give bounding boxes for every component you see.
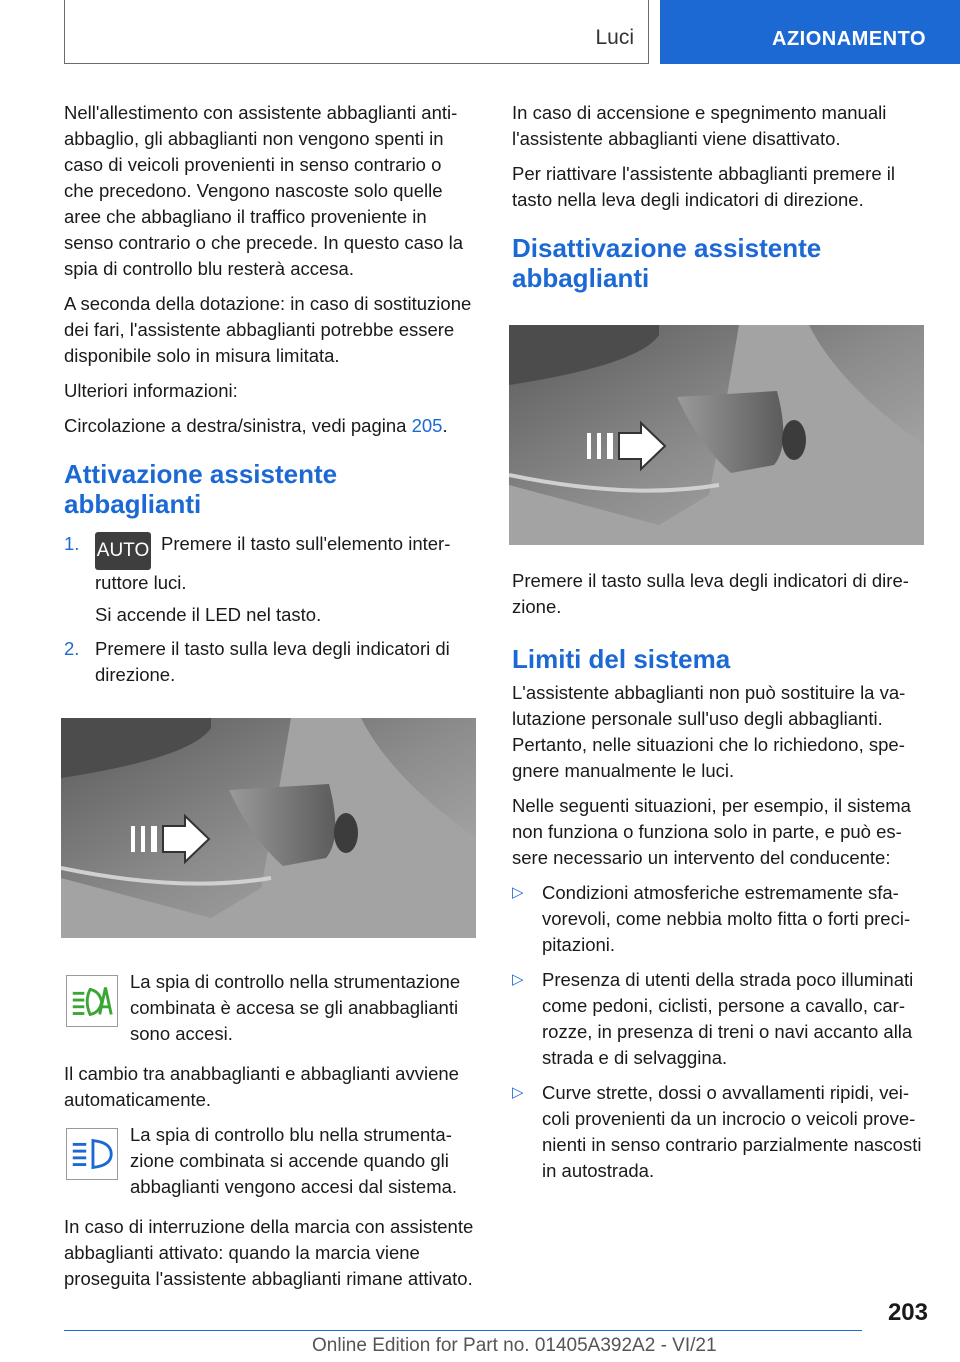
step-item [64, 636, 476, 688]
triangle-bullet-icon: ▷ [512, 971, 524, 988]
page-link[interactable]: 205 [411, 415, 443, 436]
indicator-note [64, 1122, 476, 1200]
step-number: 1. [64, 533, 80, 554]
list-item [512, 880, 926, 958]
section-heading: Limiti del sistema [512, 644, 731, 674]
paragraph: Il cambio tra anabbaglianti e abbaglianti avviene automaticamente. [64, 1063, 459, 1110]
footer-edition: Online Edition for Part no. 01405A392A2 - VI/21 [312, 1335, 717, 1356]
header-chapter-title: AZIONAMENTO [772, 28, 927, 50]
indicator-note-text: La spia di controllo blu nella strumentazione combinata si accende quando gli abbaglianti vengono accesi dal sistema. [130, 1124, 458, 1197]
header-section-title: Luci [595, 26, 634, 49]
footer-divider [64, 1330, 862, 1331]
paragraph: Ulteriori informazioni: [64, 380, 238, 401]
auto-button-icon: AUTO [95, 532, 151, 570]
section-heading: Attivazione assistente abbaglianti [64, 459, 338, 519]
high-beam-blue-icon [66, 1128, 118, 1180]
paragraph: In caso di interruzione della marcia con assistente abbaglianti attivato: quando la marcia viene proseguita l'assistente abbaglianti rimane attivato. [64, 1216, 474, 1289]
indicator-note [64, 969, 476, 1047]
section-heading: Disattivazione assistente abbaglianti [512, 233, 822, 293]
triangle-bullet-icon: ▷ [512, 1084, 524, 1101]
step-number: 2. [64, 638, 80, 659]
header-box [64, 0, 649, 64]
step-item [64, 531, 476, 628]
header-chapter-tab [660, 0, 960, 64]
bullet-list [512, 880, 926, 1184]
paragraph: Nell'allestimento con assistente abbaglianti antiabbaglio, gli abbaglianti non vengono spenti in caso di veicoli provenienti in senso contrario o che precedono. Vengono nascoste solo quelle aree che abbagliano il traffico proveniente in senso contrario o che precede. In questo caso la spia di controllo blu resterà accesa. [64, 102, 464, 279]
list-item-text: Presenza di utenti della strada poco illuminati come pedoni, ciclisti, persone a cavallo, carrozze, in presenza di treni o navi accanto alla strada e di selvaggina. [542, 969, 914, 1068]
steps-list [64, 531, 476, 688]
paragraph [64, 413, 476, 439]
left-column [64, 100, 476, 1301]
high-beam-assist-green-icon [66, 975, 118, 1027]
triangle-bullet-icon: ▷ [512, 884, 524, 901]
step-subtext: Si accende il LED nel tasto. [95, 604, 322, 625]
paragraph: L'assistente abbaglianti non può sostituire la valutazione personale sull'uso degli abbaglianti. Pertanto, nelle situazioni che lo richiedono, spegnere manualmente le luci. [512, 682, 906, 781]
paragraph: Per riattivare l'assistente abbaglianti premere il tasto nella leva degli indicatori di direzione. [512, 163, 895, 210]
step-text: Premere il tasto sulla leva degli indicatori di direzione. [95, 638, 450, 685]
list-item [512, 1080, 926, 1184]
paragraph: Premere il tasto sulla leva degli indicatori di direzione. [512, 570, 909, 617]
right-column [512, 100, 926, 1193]
list-item [512, 967, 926, 1071]
list-item-text: Curve strette, dossi o avvallamenti ripidi, veicoli provenienti da un incrocio o veicoli provenienti in senso contrario parzialmente nascosti in autostrada. [542, 1082, 922, 1181]
paragraph-text: Circolazione a destra/sinistra, vedi pagina [64, 415, 412, 436]
paragraph: A seconda della dotazione: in caso di sostituzione dei fari, l'assistente abbaglianti potrebbe essere disponibile solo in misura limitata. [64, 293, 472, 366]
paragraph-end: . [442, 415, 448, 436]
turn-signal-lever-illustration [61, 718, 476, 938]
page-number: 203 [887, 1299, 928, 1326]
paragraph: In caso di accensione e spegnimento manuali l'assistente abbaglianti viene disattivato. [512, 102, 887, 149]
turn-signal-lever-illustration [509, 325, 924, 545]
indicator-note-text: La spia di controllo nella strumentazione combinata è accesa se gli anabbaglianti sono accesi. [130, 971, 461, 1044]
paragraph: Nelle seguenti situazioni, per esempio, il sistema non funziona o funziona solo in parte, e può essere necessario un intervento del conducente: [512, 795, 911, 868]
step-text: Premere il tasto sull'elemento interruttore luci. [95, 533, 451, 593]
list-item-text: Condizioni atmosferiche estremamente sfavorevoli, come nebbia molto fitta o forti precipitazioni. [542, 882, 911, 955]
